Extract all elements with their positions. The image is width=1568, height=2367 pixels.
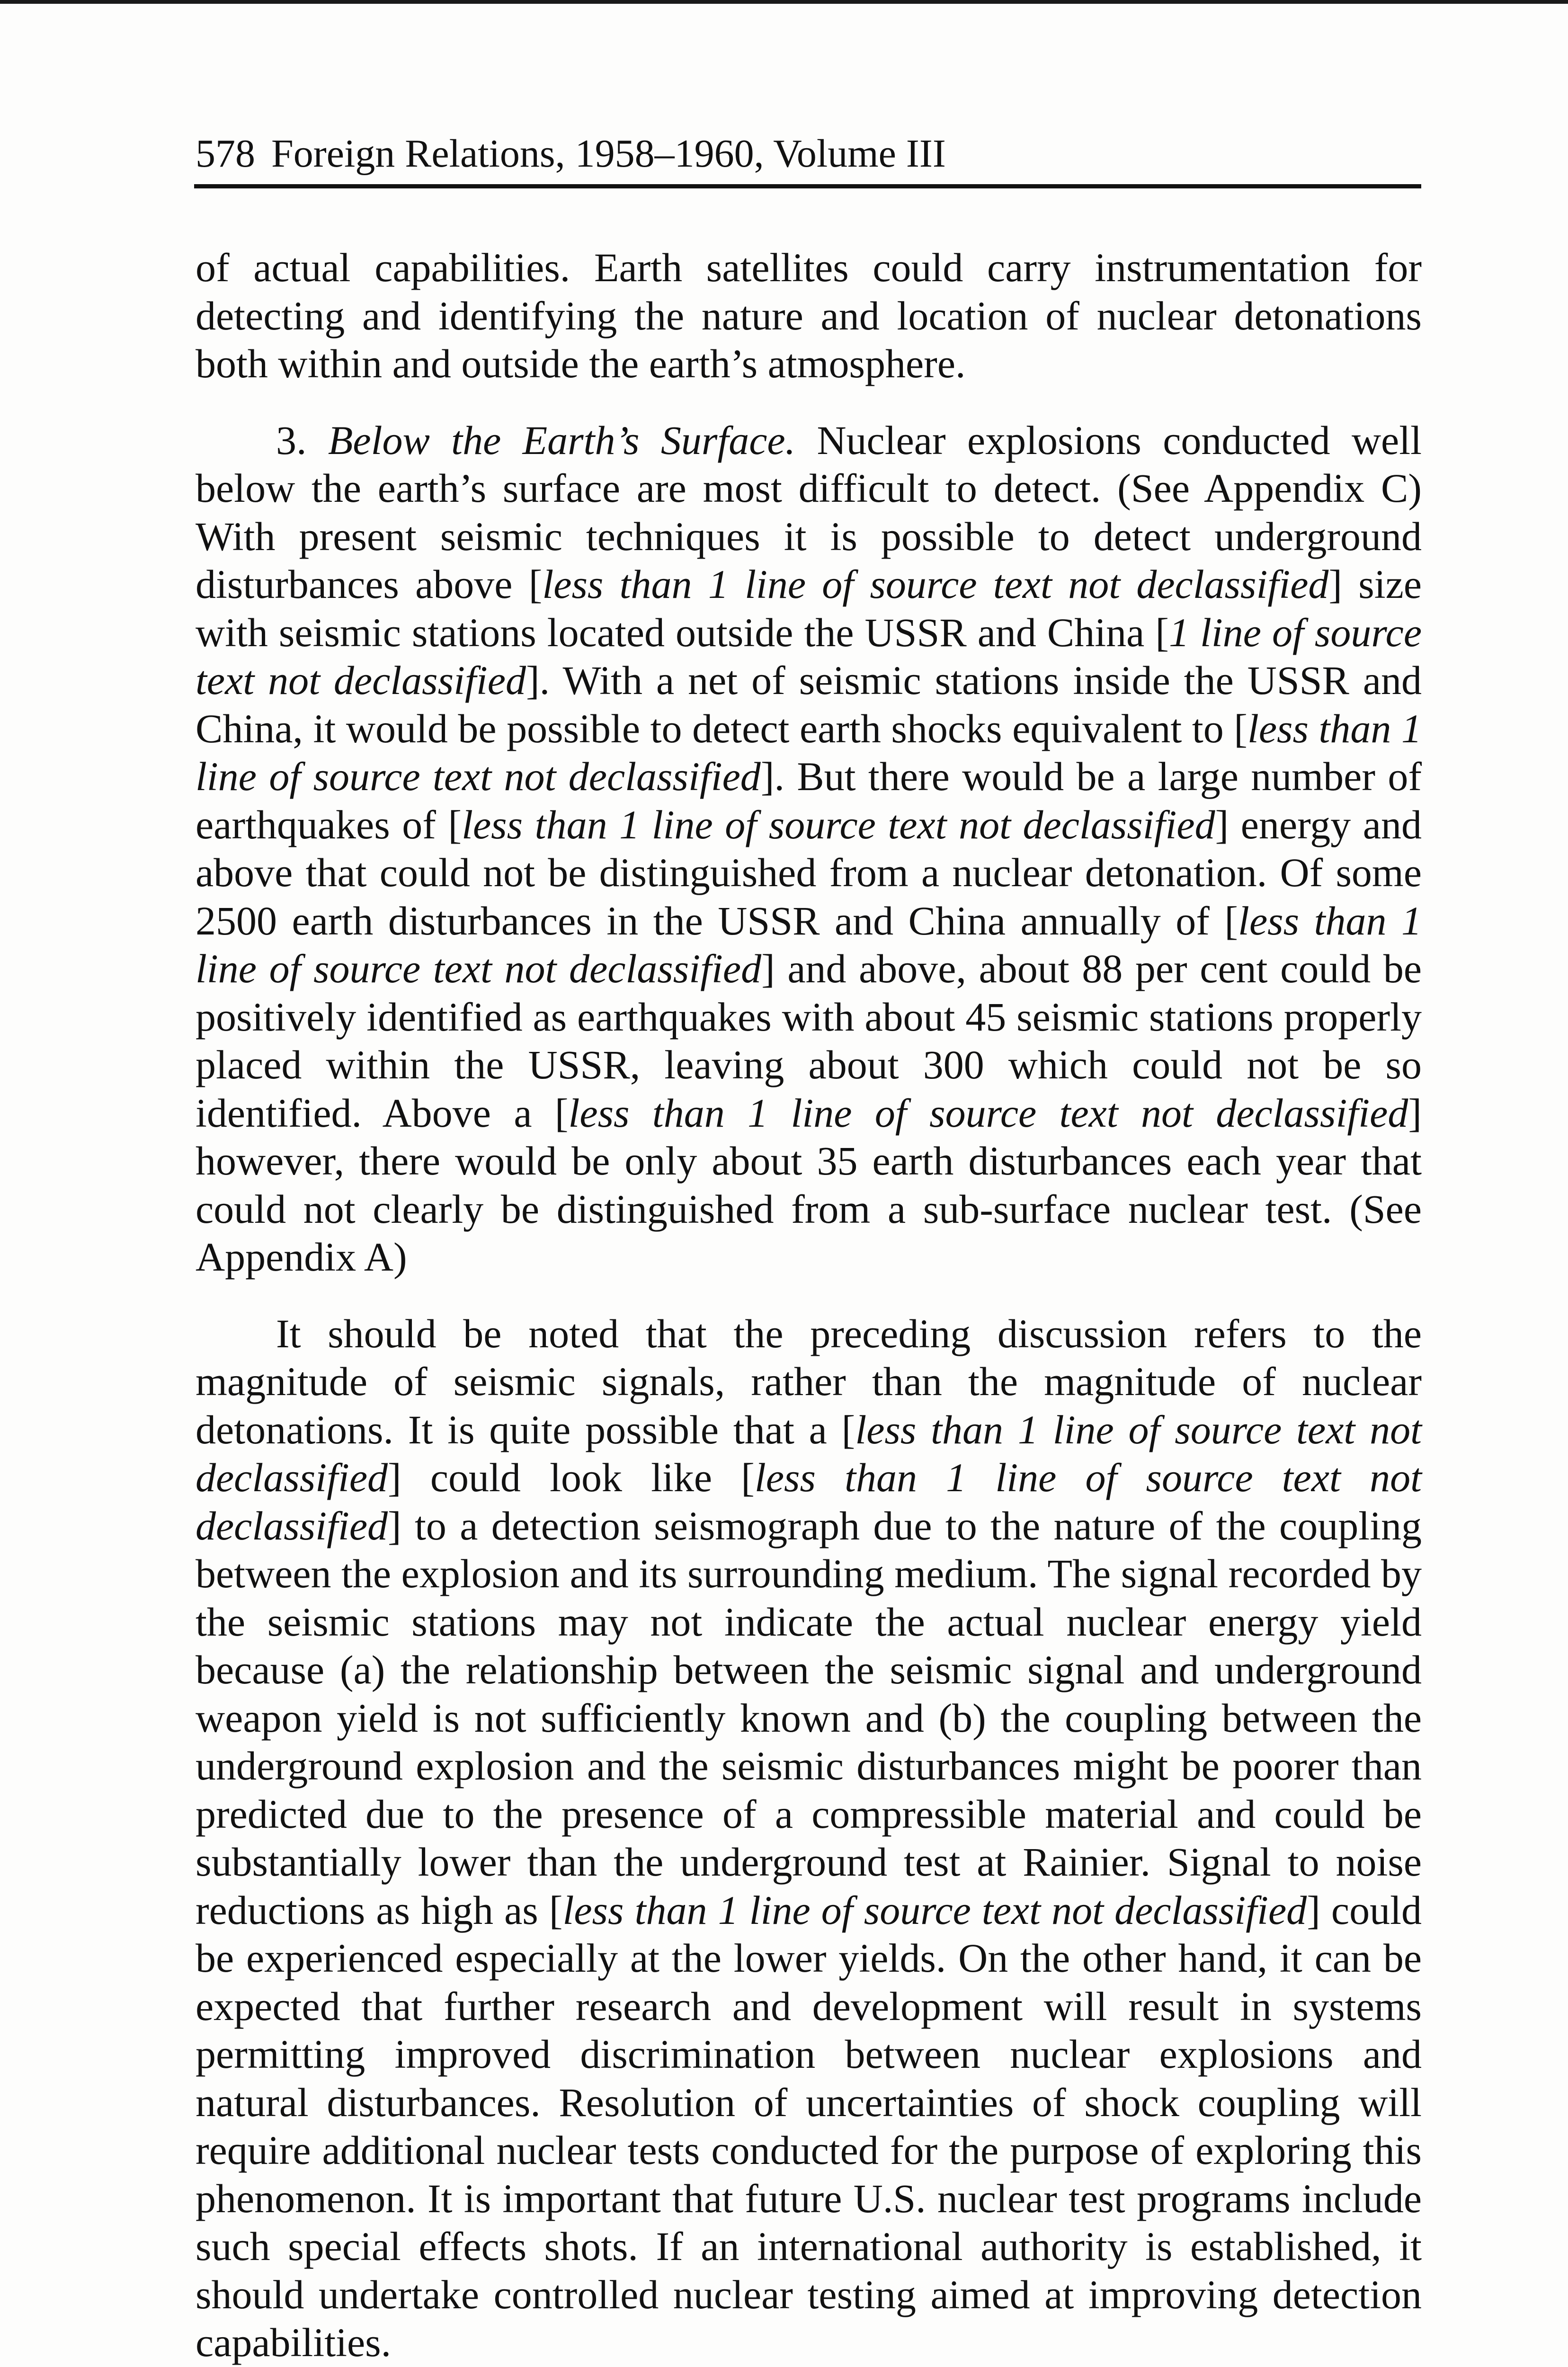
- text-run: ] however, there would be only about 35 earth disturbances each year that could not clearly be distinguished from a sub-surface nuclear test. (See Appendix A): [196, 1090, 1422, 1280]
- redaction-note: less than 1 line of source text not declassified: [562, 1887, 1307, 1933]
- redaction-note: less than 1 line of source text not declassified: [568, 1090, 1408, 1136]
- section-number: 3.: [276, 417, 307, 463]
- text-run: ] and above, about 88 per cent could be positively identified as earthquakes with about 45 seismic stations properly placed within the USSR, leaving about 300 which could not be so identified. Above a [: [196, 946, 1422, 1136]
- text-run: ] energy and above that could not be distinguished from a nuclear detonation. Of some 2500 earth disturbances in the USSR and China annually of [: [196, 801, 1422, 943]
- paragraph-3: [196, 1310, 1422, 2367]
- redaction-note: less than 1 line of source text not declassified: [542, 561, 1329, 607]
- text-run: ] to a detection seismograph due to the nature of the coupling between the explosion and its surrounding medium. The signal recorded by the seismic stations may not indicate the actual nuclear energy yield because (a) the relationship between the seismic signal and underground weapon yield is not sufficiently known and (b) the coupling between the underground explosion and the seismic disturbances might be poorer than predicted due to the presence of a compressible material and could be substantially lower than the underground test at Rainier. Signal to noise reductions as high as [: [196, 1503, 1422, 1933]
- running-head: [196, 128, 1422, 180]
- redaction-note: less than 1 line of source text not declassified: [196, 898, 1422, 991]
- redaction-note: less than 1 line of source text not declassified: [196, 1455, 1422, 1548]
- section-heading: Below the Earth’s Surface.: [328, 417, 796, 463]
- text-run: ] could be experienced especially at the lower yields. On the other hand, it can be expected that further research and development will result in systems permitting improved discrimination between nuclear explosions and natural disturbances. Resolution of uncertainties of shock coupling will require additional nuclear tests conducted for the purpose of exploring this phenomenon. It is important that future U.S. nuclear test programs include such special effects shots. If an international authority is established, it should undertake controlled nuclear testing aimed at improving detection capabilities.: [196, 1887, 1422, 2365]
- text-run: Nuclear explosions conducted well below the earth’s surface are most difficult to detect. (See Appendix C) With present seismic techniques it is possible to detect underground disturbances above [: [196, 417, 1422, 607]
- body-text: [196, 244, 1422, 2367]
- paragraph-2: [196, 417, 1422, 1281]
- text-run: ] size with seismic stations located outside the USSR and China [: [196, 561, 1422, 655]
- text-run: ]. But there would be a large number of earthquakes of [: [196, 754, 1422, 847]
- redaction-note: less than 1 line of source text not declassified: [196, 705, 1422, 799]
- running-head-title: Foreign Relations, 1958–1960, Volume III: [271, 132, 946, 176]
- text-run: ] could look like [: [388, 1455, 755, 1500]
- redaction-note: less than 1 line of source text not declassified: [196, 1406, 1422, 1500]
- redaction-note: 1 line of source text not declassified: [196, 609, 1422, 703]
- text-run: ]. With a net of seismic stations inside the USSR and China, it would be possible to detect earth shocks equivalent to [: [196, 658, 1422, 751]
- text-run: It should be noted that the preceding discussion refers to the magnitude of seismic signals, rather than the magnitude of nuclear detonations. It is quite possible that a [: [196, 1310, 1422, 1452]
- redaction-note: less than 1 line of source text not declassified: [462, 801, 1215, 847]
- paragraph-1: of actual capabilities. Earth satellites could carry instrumentation for detecting and identifying the nature and location of nuclear detonations both within and outside the earth’s atmosphere.: [196, 245, 1422, 386]
- page-number: 578: [196, 132, 255, 176]
- header-rule: [194, 184, 1421, 188]
- top-edge-bar: [0, 0, 1568, 4]
